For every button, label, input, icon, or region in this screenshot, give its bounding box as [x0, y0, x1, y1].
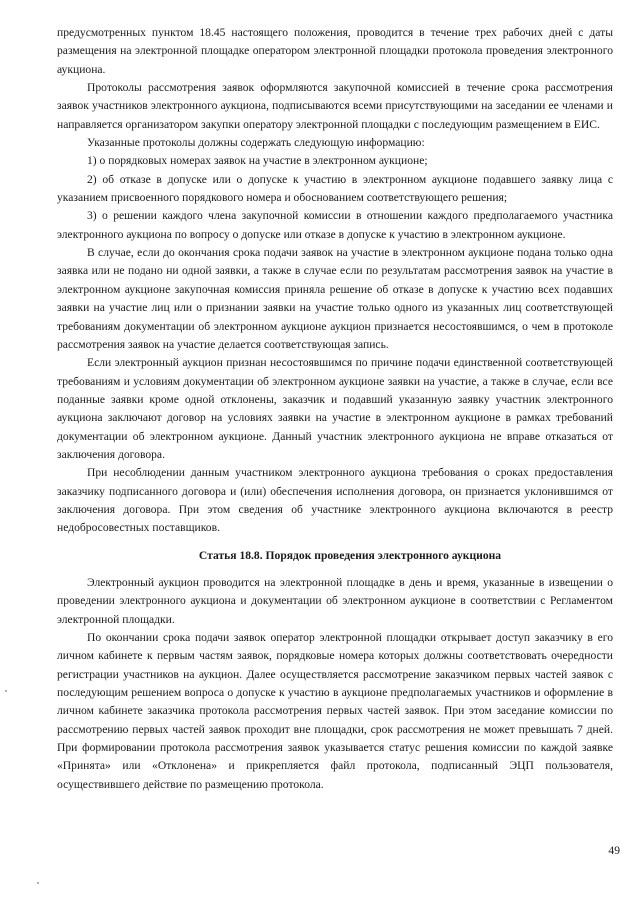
- list-item: 2) об отказе в допуске или о допуске к участию в электронном аукционе подавшего заявку лица с указанием присвоенного порядкового номера и обоснованием соответствующего решения;: [57, 172, 613, 205]
- scan-speck: [37, 882, 39, 884]
- paragraph: При несоблюдении данным участником электронного аукциона требования о сроках предоставления заказчику подписанного договора и (или) обеспечения исполнения договора, он признается уклонившимся от заключения договора. При этом сведения об участнике электронного аукциона включаются в реестр недобросовестных поставщиков.: [57, 466, 613, 535]
- paragraph: Указанные протоколы должны содержать следующую информацию:: [87, 136, 425, 150]
- scan-speck: [5, 690, 7, 692]
- paragraph: предусмотренных пунктом 18.45 настоящего положения, проводится в течение трех рабочих дней с даты размещения на электронной площадке оператором электронной площадки протокола проведения электронного аукциона.: [57, 26, 613, 76]
- paragraph: По окончании срока подачи заявок оператор электронной площадки открывает доступ заказчику в его личном кабинете к первым частям заявок, порядковые номера которых должны соответствовать очередности регистрации участников на аукцион. Далее осуществляется рассмотрение заказчиком первых частей заявок с последующим решением вопроса о допуске к участию в аукционе предполагаемых участников и оформление в личном кабинете заказчика протокола рассмотрения первых частей заявок. При этом заседание комиссии по рассмотрению первых частей заявок проходит вне площадки, срок рассмотрения не может превышать 7 дней. При формировании протокола рассмотрения заявок указывается статус решения комиссии по каждой заявке «Принята» или «Отклонена» и прикрепляется файл протокола, подписанный ЭЦП пользователя, осуществившего действие по размещению протокола.: [57, 631, 613, 791]
- article-heading: Статья 18.8. Порядок проведения электронного аукциона: [198, 548, 502, 562]
- spacer: [57, 565, 613, 574]
- spacer: [57, 538, 613, 547]
- page-number: 49: [608, 844, 620, 857]
- document-body: [57, 24, 613, 794]
- paragraph: Протоколы рассмотрения заявок оформляются закупочной комиссией в течение срока рассмотрения заявок участников электронного аукциона, подписываются всеми присутствующими на заседании ее членами и направляется организатором закупки оператору электронной площадки с последующим размещением в ЕИС.: [57, 81, 613, 131]
- list-item: 3) о решении каждого члена закупочной комиссии в отношении каждого предполагаемого участника электронного аукциона по вопросу о допуске или отказе в допуске к участию в электронном аукционе.: [57, 209, 613, 241]
- paragraph: Если электронный аукцион признан несостоявшимся по причине подачи единственной соответствующей требованиям и условиям документации об электронном аукционе заявки на участие, а также в случае, если все поданные заявки кроме одной отклонены, заказчик и подавший указанную заявку участник электронного аукциона заключают договор на условиях заявки на участие в электронном аукционе в рамках требований документации об электронном аукционе. Данный участник электронного аукциона не вправе отказаться от заключения договора.: [57, 356, 613, 461]
- paragraph: Электронный аукцион проводится на электронной площадке в день и время, указанные в извещении о проведении электронного аукциона и документации об электронном аукционе в соответствии с Регламентом электронной площадки.: [57, 575, 613, 626]
- paragraph: В случае, если до окончания срока подачи заявок на участие в электронном аукционе подана только одна заявка или не подано ни одной заявки, а также в случае если по результатам рассмотрения заявок на участие в электронном аукционе закупочная комиссия приняла решение об отказе в допуске к участию всех подавших заявки на участие лиц или о признании заявки на участие только одного из указанных лиц соответствующей требованиям документации об электронном аукционе аукцион признается несостоявшимся, о чем в протоколе рассмотрения заявок на участие делается соответствующая запись.: [57, 246, 613, 351]
- list-item: 1) о порядковых номерах заявок на участие в электронном аукционе;: [87, 154, 428, 168]
